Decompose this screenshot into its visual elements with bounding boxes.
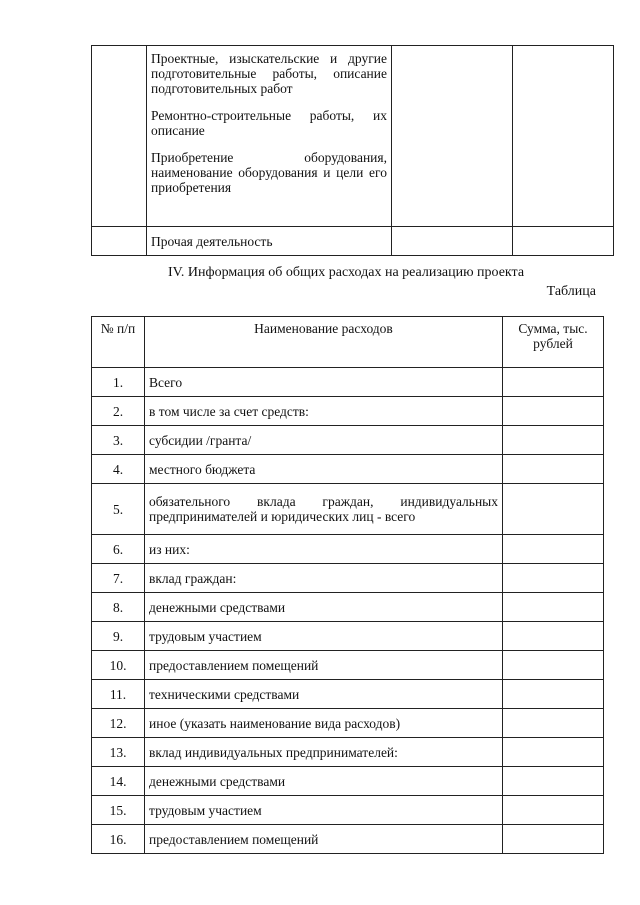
activities-table xyxy=(91,45,614,256)
expense-sum-cell[interactable] xyxy=(503,593,604,622)
row-number: 6. xyxy=(92,535,145,564)
expense-sum-cell[interactable] xyxy=(503,622,604,651)
expense-name: техническими средствами xyxy=(145,680,503,709)
table-cell xyxy=(92,46,147,227)
header-name: Наименование расходов xyxy=(145,317,503,368)
paragraph: Приобретение оборудования, наименование оборудования и цели его приобретения xyxy=(151,150,387,195)
row-number: 1. xyxy=(92,368,145,397)
row-number: 3. xyxy=(92,426,145,455)
expense-name: Всего xyxy=(145,368,503,397)
expense-name: предоставлением помещений xyxy=(145,651,503,680)
other-activity-cell: Прочая деятельность xyxy=(147,227,392,256)
table-cell xyxy=(92,227,147,256)
row-number: 9. xyxy=(92,622,145,651)
expense-sum-cell[interactable] xyxy=(503,796,604,825)
table-row xyxy=(92,825,604,854)
table-row xyxy=(92,46,614,227)
row-number: 10. xyxy=(92,651,145,680)
row-number: 7. xyxy=(92,564,145,593)
expense-sum-cell[interactable] xyxy=(503,651,604,680)
row-number: 16. xyxy=(92,825,145,854)
table-cell xyxy=(513,227,614,256)
expense-name: трудовым участием xyxy=(145,796,503,825)
table-row xyxy=(92,796,604,825)
paragraph: Ремонтно-строительные работы, их описание xyxy=(151,108,387,138)
expense-name: из них: xyxy=(145,535,503,564)
expense-sum-cell[interactable] xyxy=(503,738,604,767)
table-row xyxy=(92,368,604,397)
section-heading xyxy=(0,265,640,281)
expense-sum-cell[interactable] xyxy=(503,484,604,535)
table-row xyxy=(92,767,604,796)
row-number: 11. xyxy=(92,680,145,709)
expense-name: в том числе за счет средств: xyxy=(145,397,503,426)
table-row xyxy=(92,651,604,680)
row-number: 2. xyxy=(92,397,145,426)
row-number: 15. xyxy=(92,796,145,825)
section-heading-text: IV. Информация об общих расходах на реализацию проекта xyxy=(167,265,525,280)
table-cell xyxy=(392,46,513,227)
expense-sum-cell[interactable] xyxy=(503,767,604,796)
table-label: Таблица xyxy=(546,284,596,299)
table-row xyxy=(92,738,604,767)
expense-name: субсидии /гранта/ xyxy=(145,426,503,455)
expense-sum-cell[interactable] xyxy=(503,680,604,709)
table-row xyxy=(92,227,614,256)
expense-sum-cell[interactable] xyxy=(503,455,604,484)
row-number: 4. xyxy=(92,455,145,484)
expense-name: вклад индивидуальных предпринимателей: xyxy=(145,738,503,767)
expense-name: денежными средствами xyxy=(145,593,503,622)
table-row xyxy=(92,564,604,593)
row-number: 14. xyxy=(92,767,145,796)
expense-sum-cell[interactable] xyxy=(503,426,604,455)
row-number: 8. xyxy=(92,593,145,622)
table-header-row xyxy=(92,317,604,368)
expense-name: предоставлением помещений xyxy=(145,825,503,854)
expense-sum-cell[interactable] xyxy=(503,397,604,426)
table-row xyxy=(92,535,604,564)
expense-sum-cell[interactable] xyxy=(503,564,604,593)
expense-sum-cell[interactable] xyxy=(503,825,604,854)
expense-name: обязательного вклада граждан, индивидуальных предпринимателей и юридических лиц - всего xyxy=(145,484,503,535)
row-number: 5. xyxy=(92,484,145,535)
paragraph: Проектные, изыскательские и другие подготовительные работы, описание подготовительных работ xyxy=(151,51,387,96)
expense-sum-cell[interactable] xyxy=(503,709,604,738)
expense-name: трудовым участием xyxy=(145,622,503,651)
expenses-table xyxy=(91,316,604,854)
table-row xyxy=(92,426,604,455)
expense-sum-cell[interactable] xyxy=(503,368,604,397)
table-row xyxy=(92,455,604,484)
table-row xyxy=(92,484,604,535)
table-row xyxy=(92,397,604,426)
header-number: № п/п xyxy=(92,317,145,368)
row-number: 12. xyxy=(92,709,145,738)
table-row xyxy=(92,680,604,709)
expense-sum-cell[interactable] xyxy=(503,535,604,564)
table-cell xyxy=(392,227,513,256)
header-sum: Сумма, тыс. рублей xyxy=(503,317,604,368)
table-row xyxy=(92,709,604,738)
row-number: 13. xyxy=(92,738,145,767)
table-row xyxy=(92,593,604,622)
expense-name: денежными средствами xyxy=(145,767,503,796)
expense-name: местного бюджета xyxy=(145,455,503,484)
expense-name: вклад граждан: xyxy=(145,564,503,593)
table-row xyxy=(92,622,604,651)
activities-description-cell xyxy=(147,46,392,227)
expense-rows xyxy=(92,368,604,854)
table-cell xyxy=(513,46,614,227)
expense-name: иное (указать наименование вида расходов) xyxy=(145,709,503,738)
